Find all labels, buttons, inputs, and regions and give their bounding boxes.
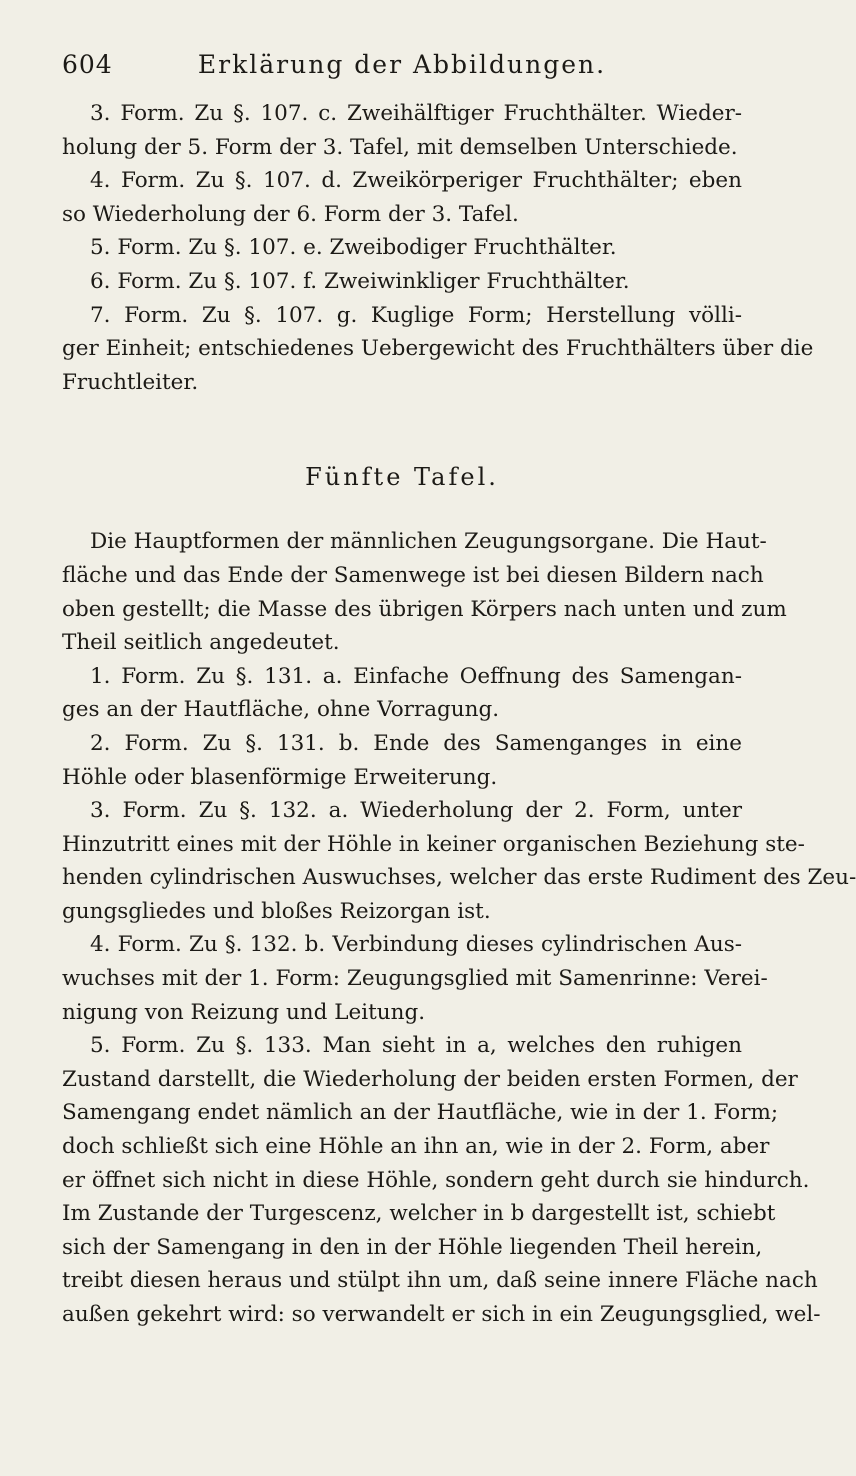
text-line: Theil seitlich angedeutet. [62,630,340,656]
section-heading: Fünfte Tafel. [305,463,499,492]
text-line: 7. Form. Zu §. 107. g. Kuglige Form; Herstellung völli- [90,302,742,328]
text-line: 3. Form. Zu §. 107. c. Zweihälftiger Fruchthälter. Wieder- [90,101,742,126]
text-line: sich der Samengang in den in der Höhle liegenden Theil herein, [62,1234,763,1260]
text-line: henden cylindrischen Auswuchses, welcher das erste Rudiment des Zeu- [62,865,856,891]
text-line: 5. Form. Zu §. 133. Man sieht in a, welches den ruhigen [90,1033,742,1059]
text-line: fläche und das Ende der Samenwege ist bei diesen Bildern nach [62,562,764,588]
text-line: Hinzutritt eines mit der Höhle in keiner organischen Beziehung ste- [62,831,805,857]
text-line: holung der 5. Form der 3. Tafel, mit demselben Unterschiede. [62,134,738,160]
text-line: nigung von Reizung und Leitung. [62,999,426,1025]
text-line: 2. Form. Zu §. 131. b. Ende des Samenganges in eine [90,730,742,756]
text-line: Im Zustande der Turgescenz, welcher in b dargestellt ist, schiebt [62,1201,776,1227]
text-line: oben gestellt; die Masse des übrigen Körpers nach unten und zum [62,596,787,622]
text-line: 4. Form. Zu §. 107. d. Zweikörperiger Fruchthälter; eben [90,168,742,194]
text-section-fifth-plate [62,525,856,1331]
text-line: 5. Form. Zu §. 107. e. Zweibodiger Fruchthälter. [90,235,617,261]
text-line: Samengang endet nämlich an der Hautfläche, wie in der 1. Form; [62,1100,779,1126]
text-line: 3. Form. Zu §. 132. a. Wiederholung der 2. Form, unter [90,798,742,824]
text-line: Die Hauptformen der männlichen Zeugungsorgane. Die Haut- [90,529,767,555]
text-line: so Wiederholung der 6. Form der 3. Tafel. [62,201,519,227]
text-section-fourth-plate-continued [62,97,814,399]
text-line: wuchses mit der 1. Form: Zeugungsglied mit Samenrinne: Verei- [62,966,768,992]
text-line: 1. Form. Zu §. 131. a. Einfache Oeffnung des Samengan- [90,663,742,689]
running-title: Erklärung der Abbildungen. [197,50,607,79]
text-line: Höhle oder blasenförmige Erweiterung. [62,764,498,790]
text-line: Zustand darstellt, die Wiederholung der beiden ersten Formen, der [62,1066,798,1092]
text-line: gungsgliedes und bloßes Reizorgan ist. [62,898,491,924]
text-line: außen gekehrt wird: so verwandelt er sich in ein Zeugungsglied, wel- [62,1302,821,1327]
text-line: ges an der Hautfläche, ohne Vorragung. [62,697,500,723]
text-line: er öffnet sich nicht in diese Höhle, sondern geht durch sie hindurch. [62,1167,810,1193]
text-line: 4. Form. Zu §. 132. b. Verbindung dieses cylindrischen Aus- [90,932,742,958]
page-number: 604 [62,50,113,79]
text-line: doch schließt sich eine Höhle an ihn an, wie in der 2. Form, aber [62,1134,770,1160]
text-line: 6. Form. Zu §. 107. f. Zweiwinkliger Fruchthälter. [90,268,630,294]
page-header [62,50,742,79]
text-line: treibt diesen heraus und stülpt ihn um, daß seine innere Fläche nach [62,1268,818,1294]
text-line: Fruchtleiter. [62,369,199,395]
text-line: ger Einheit; entschiedenes Uebergewicht des Fruchthälters über die [62,336,814,362]
